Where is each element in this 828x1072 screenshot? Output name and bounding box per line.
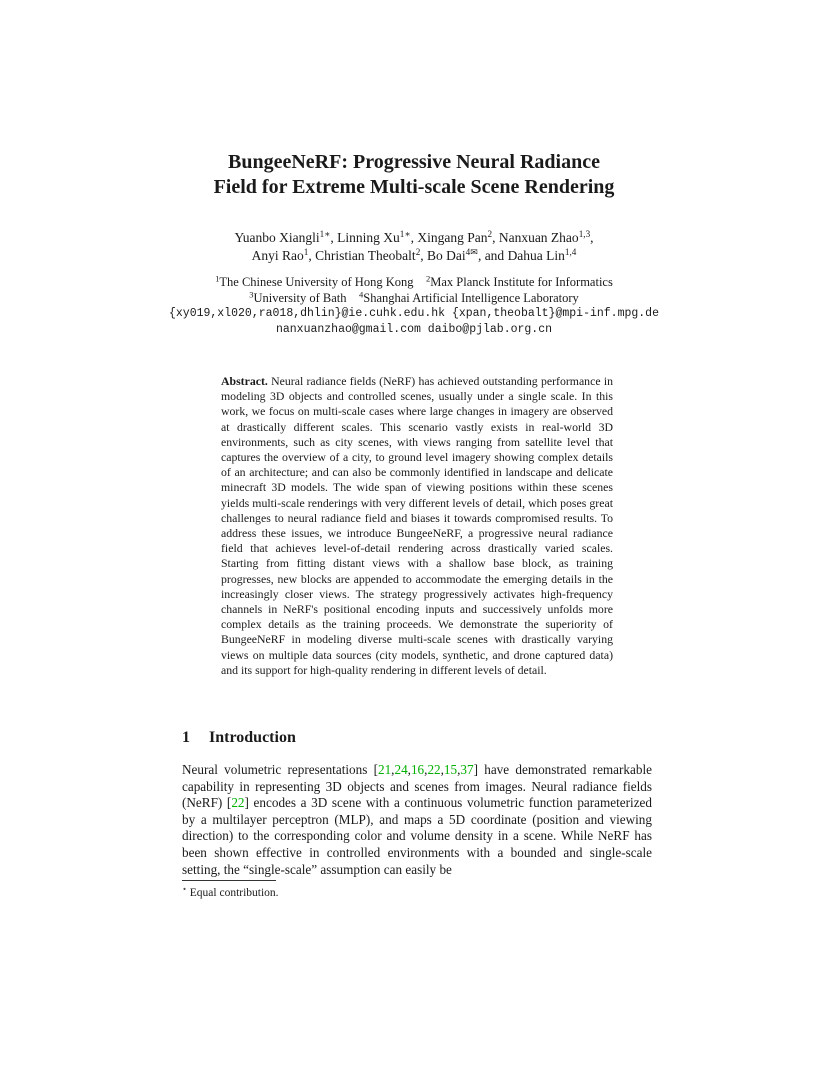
author-sep: ,: [590, 230, 594, 245]
citation-link[interactable]: 15: [443, 762, 458, 777]
author-list: [0, 229, 828, 265]
author-sep: ,: [420, 248, 428, 263]
author-affil-mark: 1: [303, 246, 309, 257]
section-title: Introduction: [209, 729, 296, 746]
author-affil-mark: 1,3: [578, 228, 591, 239]
citation-link[interactable]: 22: [231, 795, 245, 811]
author-affil-mark: 4✉: [465, 246, 478, 257]
author-affil-mark: 1∗: [399, 228, 411, 239]
citation-link[interactable]: 16: [410, 762, 425, 777]
affiliation-line-2: [0, 290, 828, 306]
citation-link[interactable]: 24: [394, 762, 408, 777]
author-name: Nanxuan Zhao: [498, 230, 579, 245]
author-line-1: [0, 229, 828, 247]
section-number: 1: [182, 729, 190, 746]
affiliation-shlab: Shanghai Artificial Intelligence Laboratory: [363, 291, 579, 305]
author-affil-mark: 1,4: [564, 246, 577, 257]
affiliation-line-1: [0, 274, 828, 290]
paper-title: [0, 150, 828, 200]
author-affil-mark: 2: [487, 228, 493, 239]
affiliation-mpi: Max Planck Institute for Informatics: [430, 275, 613, 289]
author-sep: ,: [308, 248, 316, 263]
citation-link[interactable]: 22: [427, 762, 441, 777]
affil-mark: 1: [215, 273, 220, 284]
citation-link[interactable]: 37: [460, 762, 474, 777]
affiliation-bath: University of Bath: [253, 291, 347, 305]
author-sep: ,: [410, 230, 418, 245]
email-line-1: {xy019,xl020,ra018,dhlin}@ie.cuhk.edu.hk {xpan,theobalt}@mpi-inf.mpg.de: [169, 307, 659, 320]
affil-mark: 3: [249, 289, 254, 300]
title-line-1: BungeeNeRF: Progressive Neural Radiance: [228, 151, 600, 173]
intro-text-3: ] encodes a 3D scene with a continuous volumetric function parameterized by a multilayer perceptron (MLP), and maps a 5D coordinate (position and viewing direction) to the corresponding color and volume density in a scene. While NeRF has been shown effective in controlled environments with a bounded and single-scale setting, the “single-scale” assumption can easily be: [182, 795, 652, 877]
citation-link[interactable]: 21: [377, 762, 392, 777]
footnote-mark: ⋆: [182, 884, 187, 894]
author-name: Linning Xu: [337, 230, 400, 245]
author-name: Dahua Lin: [507, 248, 565, 263]
author-name: Christian Theobalt: [315, 248, 416, 263]
footnote-rule: [182, 880, 276, 881]
author-name: Bo Dai: [427, 248, 466, 263]
email-line-2: nanxuanzhao@gmail.com daibo@pjlab.org.cn: [275, 323, 553, 336]
intro-text-2: ] have demonstrated remarkable capability in representing 3D objects and scenes from images. Neural radiance fields (NeRF) [: [182, 762, 652, 811]
intro-text-1: Neural volumetric representations [: [182, 762, 378, 777]
author-name: Anyi Rao: [251, 248, 304, 263]
author-sep: , and: [477, 248, 508, 263]
author-affil-mark: 2: [415, 246, 421, 257]
author-affil-mark: 1∗: [319, 228, 331, 239]
author-line-2: [0, 247, 828, 265]
section-heading: [182, 728, 652, 748]
footnote-text: Equal contribution.: [189, 887, 279, 899]
abstract-text: Neural radiance fields (NeRF) has achieved outstanding performance in modeling 3D objects and controlled scenes, usually under a single scale. In this work, we focus on multi-scale cases where large changes in imagery are observed at drastically different scales. This scenario vastly exists in real-world 3D environments, such as city scenes, with views ranging from satellite level that captures the overview of a city, to ground level imagery showing complex details of an architecture; and can also be commonly identified in landscape and delicate minecraft 3D models. The wide span of viewing positions within these scenes yields multi-scale renderings with very different levels of detail, which poses great challenges to neural radiance field and biases it towards compromised results. To address these issues, we introduce BungeeNeRF, a progressive neural radiance field that achieves level-of-detail rendering across drastically varied scales. Starting from fitting distant views with a shallow base block, as training progresses, new blocks are appended to accommodate the emerging details in the increasingly closer views. The strategy progressively activates high-frequency channels in NeRF's positional encoding inputs and successively unfolds more complex details as the training proceeds. We demonstrate the superiority of BungeeNeRF in modeling diverse multi-scale scenes with drastically varying views on multiple data sources (city models, synthetic, and drone captured data) and its support for high-quality rendering in different levels of detail.: [221, 374, 613, 677]
author-sep: ,: [330, 230, 338, 245]
author-name: Xingang Pan: [417, 230, 488, 245]
intro-paragraph: Neural volumetric representations [21,24,16,22,15,37] have demonstrated remarkable capability in representing 3D objects and scenes from images. Neural radiance fields (NeRF) [22] encodes a 3D scene with a continuous volumetric function parameterized by a multilayer perceptron (MLP), and maps a 5D coordinate (position and viewing direction) to the corresponding color and volume density in a scene. While NeRF has been shown effective in controlled environments with a bounded and single-scale setting, the “single-scale” assumption can easily be: [182, 762, 652, 877]
footnote: [182, 886, 652, 900]
affiliations: [0, 274, 828, 338]
author-sep: ,: [492, 230, 499, 245]
abstract-label: Abstract.: [221, 374, 268, 388]
affil-mark: 4: [359, 289, 364, 300]
abstract: [221, 374, 613, 678]
title-line-2: Field for Extreme Multi-scale Scene Rendering: [213, 176, 615, 198]
affil-mark: 2: [425, 273, 431, 284]
affiliation-cuhk: The Chinese University of Hong Kong: [219, 275, 414, 289]
author-name: Yuanbo Xiangli: [234, 230, 320, 245]
